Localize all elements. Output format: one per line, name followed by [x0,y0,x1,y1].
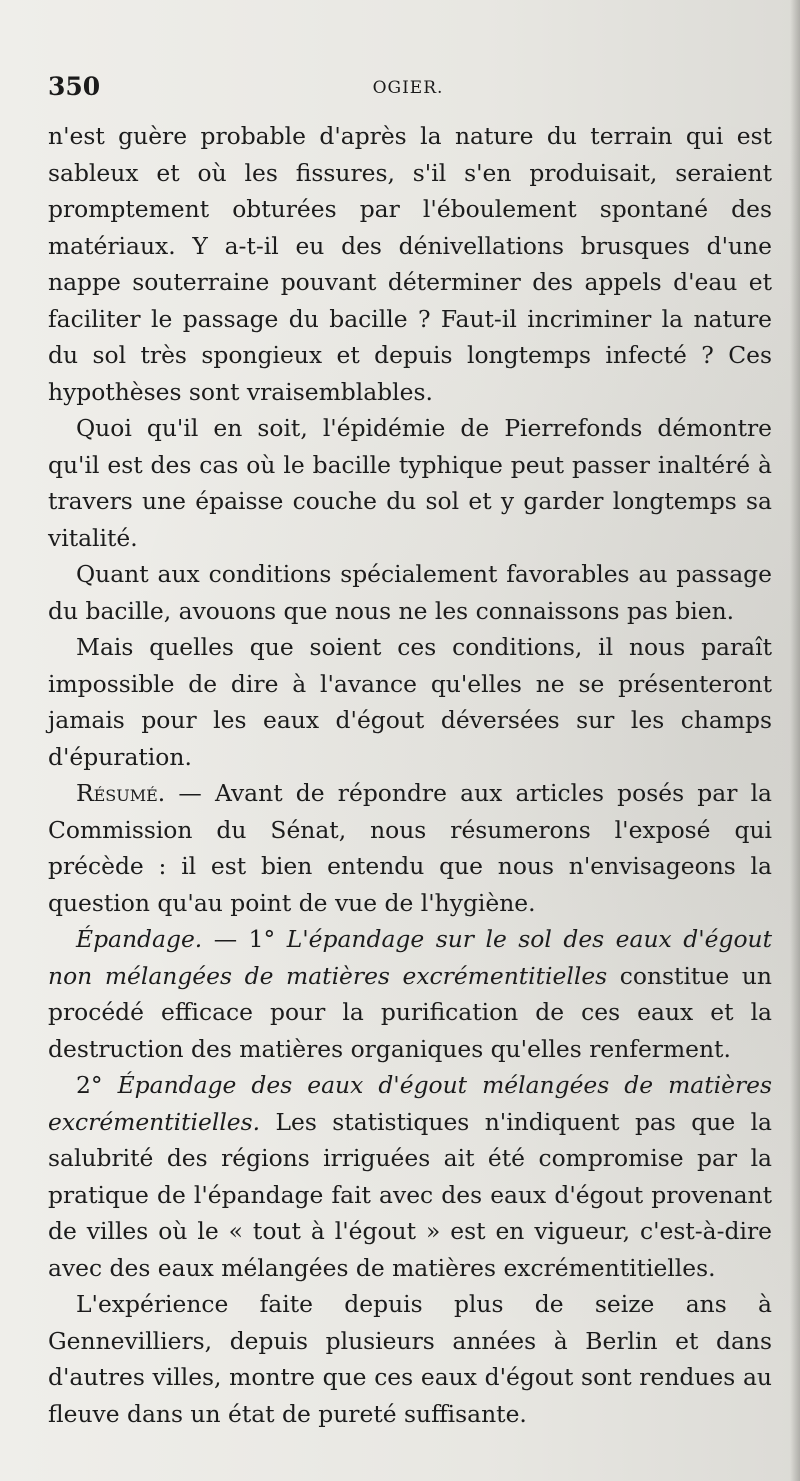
paragraph-continuation [48,118,772,410]
page-number: 350 [48,72,101,101]
section-lead-resume: Résumé. [76,779,166,807]
italic-statement: L'épandage sur le sol des eaux d'égout non mélangées de matières excrémentitielles [48,925,772,990]
paragraph-text: Mais quelles que soient ces conditions, il nous paraît impossible de dire à l'avance qu'elles ne se présenteront jamais pour les eaux d'égout déversées sur les champs d'épuration. [48,633,772,771]
running-head: OGIER. [372,78,444,98]
paragraph-epandage-1 [48,921,772,1067]
paragraph-resume [48,775,772,921]
paragraph-text: Les statistiques n'indiquent pas que la salubrité des régions irriguées ait été compromise par la pratique de l'épandage fait avec des eaux d'égout provenant de villes où le « tout à l'égout » est en vigueur, c'est-à-dire avec des eaux mélangées de matières excrémentitielles. [48,1107,772,1282]
paragraph [48,556,772,629]
paragraph-text: Quoi qu'il en soit, l'épidémie de Pierrefonds démontre qu'il est des cas où le bacille typhique peut passer inaltéré à travers une épaisse couche du sol et y garder longtemps sa vitalité. [48,414,772,552]
item-number: 2° [76,1071,118,1099]
paragraph-text: L'expérience faite depuis plus de seize ans à Gennevilliers, depuis plusieurs années à Berlin et dans d'autres villes, montre que ces eaux d'égout sont rendues au fleuve dans un état de pureté suffisante. [48,1290,772,1428]
paragraph-epandage-2 [48,1067,772,1286]
paragraph [48,410,772,556]
paragraph-text: Quant aux conditions spécialement favorables au passage du bacille, avouons que nous ne les connaissons pas bien. [48,560,772,625]
paragraph-text: n'est guère probable d'après la nature du terrain qui est sableux et où les fissures, s'il s'en produisait, seraient promptement obturées par l'éboulement spontané des matériaux. Y a-t-il eu des dénivellations brusques d'une nappe souterraine pouvant déterminer des appels d'eau et faciliter le passage du bacille ? Faut-il incriminer la nature du sol très spongieux et depuis longtemps infecté ? Ces hypothèses sont vraisemblables. [48,122,772,406]
page-header [48,72,768,106]
paragraph [48,629,772,775]
paragraph [48,1286,772,1432]
item-number: — 1° [202,925,287,953]
page-edge-shadow [790,0,800,1481]
body-text [48,118,772,1432]
italic-statement: Épandage des eaux d'égout mélangées de matières excrémentitielles. [48,1071,773,1136]
section-lead-epandage: Épandage. [76,925,203,953]
paragraph-text: — Avant de répondre aux articles posés par la Commission du Sénat, nous résumerons l'exposé qui précède : il est bien entendu que nous n'envisageons la question qu'au point de vue de l'hygiène. [48,779,772,917]
paragraph-text: constitue un procédé efficace pour la purification de ces eaux et la destruction des matières organiques qu'elles renferment. [48,961,772,1063]
